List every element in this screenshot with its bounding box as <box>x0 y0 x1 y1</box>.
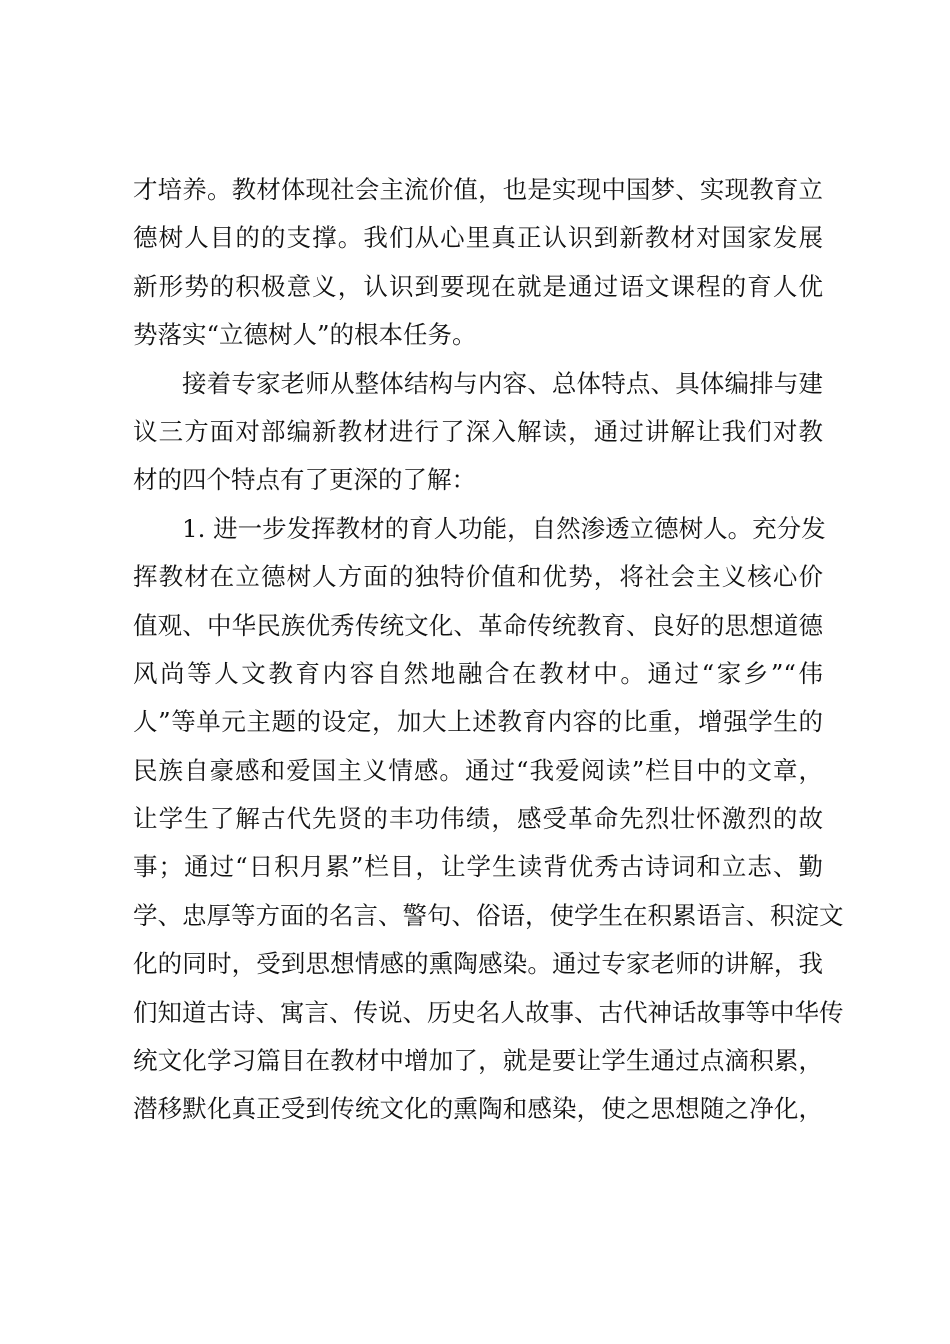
text-line: 风尚等人文教育内容自然地融合在教材中。通过“家乡”“伟 <box>133 658 823 688</box>
text-line: 统文化学习篇目在教材中增加了，就是要让学生通过点滴积累， <box>133 1046 823 1076</box>
text-line: 材的四个特点有了更深的了解： <box>133 465 476 495</box>
text-line: 民族自豪感和爱国主义情感。通过“我爱阅读”栏目中的文章， <box>133 755 823 785</box>
paragraph <box>133 505 844 1134</box>
text-line: 让学生了解古代先贤的丰功伟绩，感受革命先烈壮怀激烈的故 <box>133 804 823 834</box>
text-line: 学、忠厚等方面的名言、警句、俗语，使学生在积累语言、积淀文 <box>133 900 844 930</box>
text-line: 人”等单元主题的设定，加大上述教育内容的比重，增强学生的 <box>133 707 823 737</box>
body-text <box>133 166 844 1134</box>
text-line: 挥教材在立德树人方面的独特价值和优势，将社会主义核心价 <box>133 562 823 592</box>
paragraph <box>133 166 823 360</box>
paragraph <box>133 360 823 505</box>
text-line: 值观、中华民族优秀传统文化、革命传统教育、良好的思想道德 <box>133 610 823 640</box>
text-line: 议三方面对部编新教材进行了深入解读，通过讲解让我们对教 <box>133 416 823 446</box>
text-line: 化的同时，受到思想情感的熏陶感染。通过专家老师的讲解，我 <box>133 949 823 979</box>
text-line: 接着专家老师从整体结构与内容、总体特点、具体编排与建 <box>182 368 823 398</box>
text-line: 势落实“立德树人”的根本任务。 <box>133 320 477 350</box>
text-line: 们知道古诗、寓言、传说、历史名人故事、古代神话故事等中华传 <box>133 997 844 1027</box>
text-line: 事；通过“日积月累”栏目，让学生读背优秀古诗词和立志、勤 <box>133 852 823 882</box>
text-line: 德树人目的的支撑。我们从心里真正认识到新教材对国家发展 <box>133 223 823 253</box>
text-line: 才培养。教材体现社会主流价值，也是实现中国梦、实现教育立 <box>133 175 823 204</box>
text-line: 1. 进一步发挥教材的育人功能，自然渗透立德树人。充分发 <box>182 513 826 543</box>
text-line: 新形势的积极意义，认识到要现在就是通过语文课程的育人优 <box>133 271 823 301</box>
text-line: 潜移默化真正受到传统文化的熏陶和感染，使之思想随之净化， <box>133 1094 823 1124</box>
